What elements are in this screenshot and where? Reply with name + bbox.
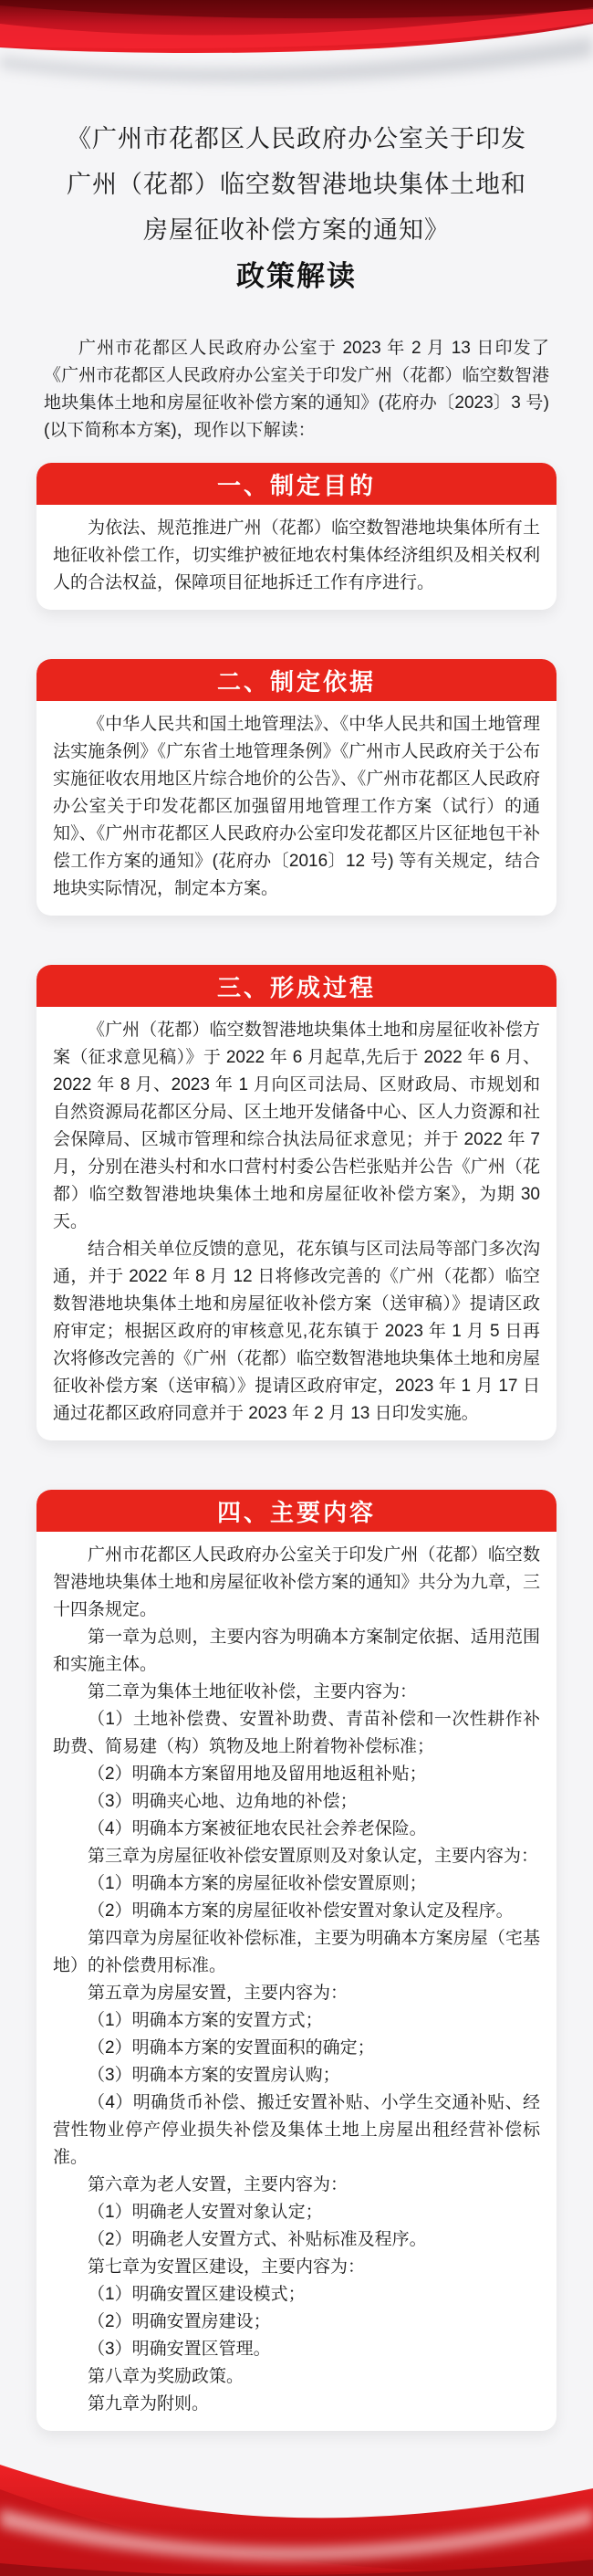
section-heading-banner: 二、制定依据 bbox=[36, 659, 557, 701]
section-paragraph: 第二章为集体土地征收补偿，主要内容为： bbox=[88, 1682, 418, 1702]
section-paragraph: （2）明确本方案留用地及留用地返租补贴； bbox=[88, 1764, 427, 1784]
section-paragraph: （2）明确本方案的房屋征收补偿安置对象认定及程序。 bbox=[88, 1901, 514, 1921]
section-paragraph: （3）明确安置区管理。 bbox=[88, 2340, 271, 2359]
section-body bbox=[36, 1007, 557, 1440]
section-heading-banner: 四、主要内容 bbox=[36, 1490, 557, 1532]
section-paragraph: （3）明确本方案的安置房认购； bbox=[88, 2066, 340, 2085]
sections bbox=[36, 463, 557, 2431]
section-body bbox=[36, 701, 557, 916]
section-card-3 bbox=[36, 965, 557, 1440]
section-paragraph: 第七章为安置区建设，主要内容为： bbox=[88, 2257, 366, 2277]
section-paragraph: 《中华人民共和国土地管理法》、《中华人民共和国土地管理法实施条例》《广东省土地管理条例》《广州市人民政府关于公布实施征收农用地区片综合地价的公告》、《广州市花都区人民政府办公室关于印发花都区加强留用地管理工作方案（试行）的通知》、《广州市花都区人民政府办公室印发花都区片区征地包干补偿工作方案的通知》(花府办〔2016〕12 号) 等有关规定，结合地块实际情况，制定本方案。 bbox=[53, 715, 540, 898]
section-paragraph: 第四章为房屋征收补偿标准，主要为明确本方案房屋（宅基地）的补偿费用标准。 bbox=[53, 1929, 540, 1975]
document-title-line-1: 《广州市花都区人民政府办公室关于印发 bbox=[67, 125, 526, 152]
section-paragraph: （1）明确老人安置对象认定； bbox=[88, 2203, 323, 2222]
section-paragraph: 第六章为老人安置，主要内容为： bbox=[88, 2175, 349, 2194]
document-title bbox=[27, 116, 566, 253]
bottom-wave-decoration bbox=[0, 2403, 593, 2576]
section-paragraph: （1）土地补偿费、安置补助费、青苗补偿和一次性耕作补助费、简易建（构）筑物及地上附着物补偿标准； bbox=[53, 1710, 540, 1756]
section-paragraph: 第三章为房屋征收补偿安置原则及对象认定，主要内容为： bbox=[88, 1847, 539, 1866]
section-paragraph: （1）明确本方案的安置方式； bbox=[88, 2011, 323, 2030]
document-title-line-3: 房屋征收补偿方案的通知》 bbox=[143, 216, 450, 244]
section-paragraph: （3）明确夹心地、边角地的补偿； bbox=[88, 1792, 358, 1811]
document-subtitle: 政策解读 bbox=[236, 260, 357, 292]
section-heading-banner: 三、形成过程 bbox=[36, 965, 557, 1007]
section-heading-banner: 一、制定目的 bbox=[36, 463, 557, 505]
section-paragraph: （1）明确本方案的房屋征收补偿安置原则； bbox=[88, 1874, 427, 1893]
section-card-1 bbox=[36, 463, 557, 610]
section-paragraph: 为依法、规范推进广州（花都）临空数智港地块集体所有土地征收补偿工作，切实维护被征地农村集体经济组织及相关权利人的合法权益，保障项目征地拆迁工作有序进行。 bbox=[53, 518, 540, 592]
section-paragraph: （2）明确老人安置方式、补贴标准及程序。 bbox=[88, 2230, 427, 2249]
section-paragraph: 广州市花都区人民政府办公室关于印发广州（花都）临空数智港地块集体土地和房屋征收补偿方案的通知》共分为九章，三十四条规定。 bbox=[53, 1545, 540, 1619]
section-paragraph: 第五章为房屋安置，主要内容为： bbox=[88, 1984, 349, 2003]
section-paragraph: （2）明确本方案的安置面积的确定； bbox=[88, 2038, 375, 2058]
section-card-2 bbox=[36, 659, 557, 916]
section-paragraph: 第一章为总则，主要内容为明确本方案制定依据、适用范围和实施主体。 bbox=[53, 1628, 540, 1674]
document-title-line-2: 广州（花都）临空数智港地块集体土地和 bbox=[67, 171, 526, 198]
section-body bbox=[36, 1532, 557, 2431]
section-paragraph: 《广州（花都）临空数智港地块集体土地和房屋征收补偿方案（征求意见稿）》于 2022 年 6 月起草,先后于 2022 年 6 月、2022 年 8 月、2023 年 1 月向区司法局、区财政局、市规划和自然资源局花都区分局、区土地开发储备中心、区人力资源和社会保障局、区城市管理和综合执法局征求意见；并于 2022 年 7 月，分别在港头村和水口营村村委公告栏张贴并公告《广州（花都）临空数智港地块集体土地和房屋征收补偿方案》，为期 30 天。 bbox=[53, 1021, 540, 1231]
section-card-4 bbox=[36, 1490, 557, 2431]
section-paragraph: 结合相关单位反馈的意见，花东镇与区司法局等部门多次沟通，并于 2022 年 8 月 12 日将修改完善的《广州（花都）临空数智港地块集体土地和房屋征收补偿方案（送审稿）》提请区政府审定；根据区政府的审核意见,花东镇于 2023 年 1 月 5 日再次将修改完善的《广州（花都）临空数智港地块集体土地和房屋征收补偿方案（送审稿）》提请区政府审定，2023 年 1 月 17 日通过花都区政府同意并于 2023 年 2 月 13 日印发实施。 bbox=[53, 1240, 540, 1423]
section-paragraph: 第八章为奖励政策。 bbox=[88, 2367, 244, 2386]
intro-paragraph: 广州市花都区人民政府办公室于 2023 年 2 月 13 日印发了《广州市花都区人民政府办公室关于印发广州（花都）临空数智港地块集体土地和房屋征收补偿方案的通知》(花府办〔2023〕3 号) (以下简称本方案)，现作以下解读： bbox=[44, 339, 549, 440]
section-paragraph: （2）明确安置房建设； bbox=[88, 2312, 271, 2331]
section-paragraph: （4）明确货币补偿、搬迁安置补贴、小学生交通补贴、经营性物业停产停业损失补偿及集体土地上房屋出租经营补偿标准。 bbox=[53, 2093, 540, 2167]
section-paragraph: （1）明确安置区建设模式； bbox=[88, 2285, 306, 2304]
section-paragraph: （4）明确本方案被征地农民社会养老保险。 bbox=[88, 1819, 427, 1838]
section-body bbox=[36, 505, 557, 610]
top-wave-decoration bbox=[0, 0, 593, 114]
section-paragraph: 第九章为附则。 bbox=[88, 2394, 210, 2414]
